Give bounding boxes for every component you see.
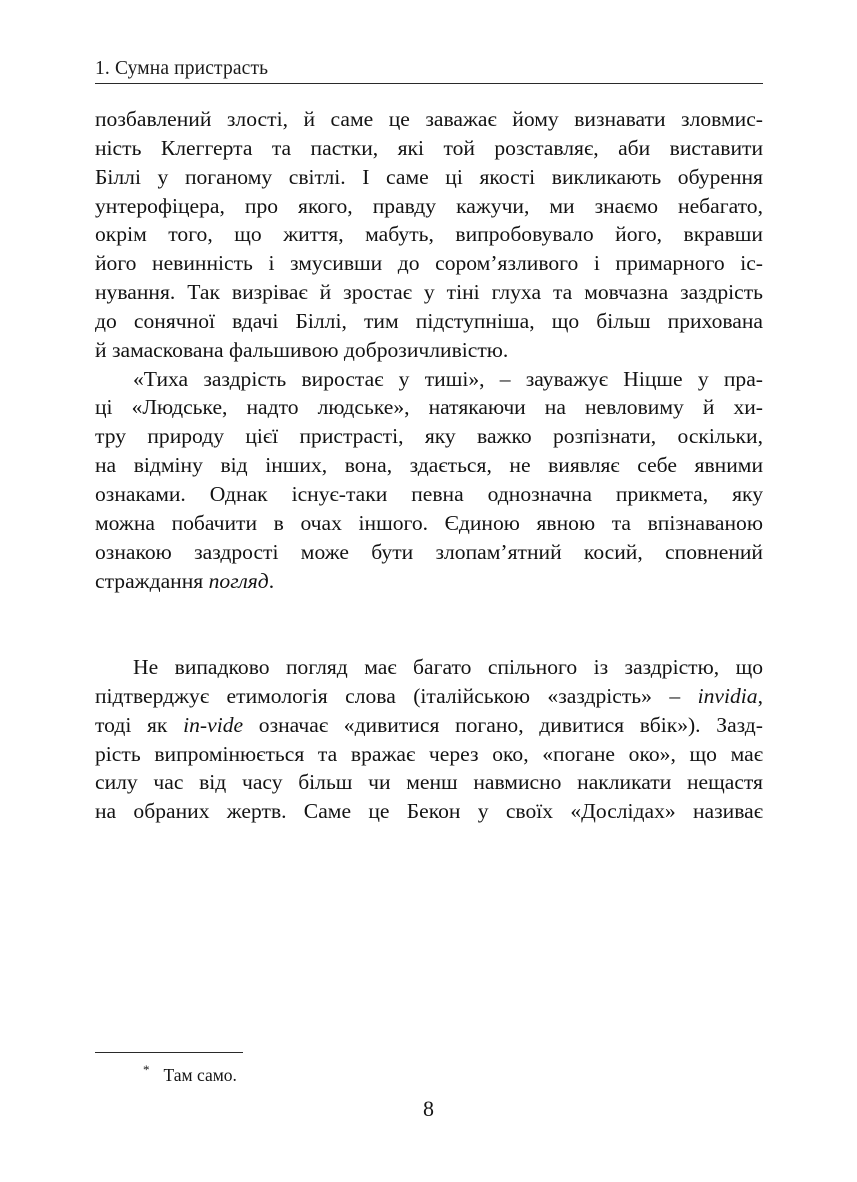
paragraph-3 [95,653,763,826]
italic-term: погляд [208,568,269,593]
running-head [95,57,763,84]
text-line: нування. Так визріває й зростає у тіні глуха та мовчазна заздрість [95,280,763,305]
text-line: ознакою заздрості може бути злопам’ятний косий, сповнений [95,539,763,564]
footnote-separator-rule [95,1052,243,1053]
text-line: й замаскована фальшивою доброзичливістю. [95,337,509,362]
text-line: позбавлений злості, й саме це заважає йому визнавати зловмис- [95,107,763,131]
text-run: тоді як [95,712,184,737]
paragraph-2 [95,365,763,596]
text-line: на відміну від інших, вона, здається, не виявляє себе явними [95,453,763,478]
text-run: . [268,568,275,593]
running-head-rule [95,83,763,84]
footnote-item [95,1064,763,1086]
text-line: його невинність і змусивши до сором’язливого і примарного іс- [95,251,763,276]
text-line [95,711,763,740]
paragraph-spacer [95,624,763,653]
text-line: «Тиха заздрість виростає у тиші», – зауважує Ніцше у пра- [133,366,763,391]
footnote-area [95,1052,763,1086]
text-line: Біллі у поганому світлі. І саме ці якості викликають обурення [95,164,763,189]
text-line: ці «Людське, надто людське», натякаючи на невловиму й хи- [95,395,763,420]
paragraph-1 [95,105,763,365]
text-run: означає «дивитися погано, дивитися вбік»). Зазд- [243,712,763,737]
text-line: на обраних жертв. Саме це Бекон у своїх «Дослідах» називає [95,799,763,824]
text-line [95,682,763,711]
footnote-text: Там само. [163,1065,237,1086]
text-line: до сонячної вдачі Біллі, тим підступніша, що більш прихована [95,308,763,333]
text-line: унтерофіцера, про якого, правду кажучи, ми знаємо небагато, [95,193,763,218]
italic-term: invidia [697,683,758,708]
text-block [95,105,763,826]
text-line: ознаками. Однак існує-таки певна однозначна прикмета, яку [95,481,763,506]
text-line: ність Клеггерта та пастки, які той розставляє, аби виставити [95,135,763,160]
paragraph-spacer [95,595,763,624]
text-line: рість випромінюється та вражає через око, «погане око», що має [95,741,763,766]
italic-term: in-vide [183,712,244,737]
text-run: , [757,683,763,708]
running-head-title: 1. Сумна пристрасть [95,58,269,79]
text-line: Не випадково погляд має багато спільного із заздрістю, що [133,655,763,680]
text-line: силу час від часу більш чи менш навмисно накликати нещастя [95,770,763,795]
page-number: 8 [423,1096,434,1121]
text-run: підтверджує етимологія слова (італійською «заздрість» – [95,683,698,708]
footnote-marker: * [143,1062,150,1078]
text-line: окрім того, що життя, мабуть, випробовувало його, вкравши [95,222,763,247]
text-line: тру природу цієї пристрасті, яку важко розпізнати, оскільки, [95,424,763,449]
text-line: можна побачити в очах іншого. Єдиною явною та впізнаваною [95,510,763,535]
text-line [95,567,763,596]
text-run: страждання [95,568,209,593]
